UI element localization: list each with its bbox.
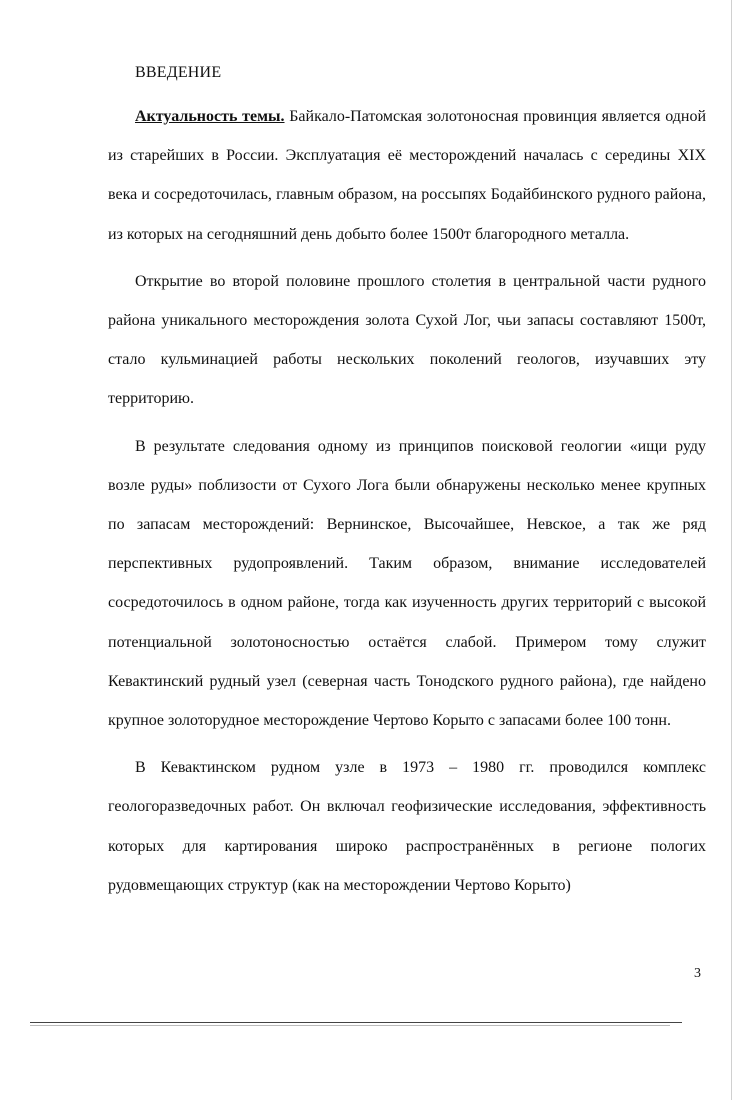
paragraph-kevakta-works: В Кевактинском рудном узле в 1973 – 1980 гг. проводился комплекс геологоразведочных работ. Он включал геофизические исследования, эффективность которых для картирования широко распространённых в регионе пологих рудовмещающих структур (как на месторождении Чертово Корыто)	[108, 759, 706, 894]
bottom-scan-line	[30, 1022, 682, 1023]
bottom-scan-line-secondary	[30, 1025, 670, 1026]
paragraph-text-relevance: Байкало-Патомская золотоносная провинция является одной из старейших в России. Эксплуатация её месторождений началась с середины XIX века и сосредоточилась, главным образом, на россыпях Бодайбинского рудного района, из которых на сегодняшний день добыто более 1500т благородного металла.	[108, 108, 707, 243]
right-scan-edge	[731, 0, 732, 1100]
section-heading: ВВЕДЕНИЕ	[135, 64, 222, 81]
paragraph-relevance	[108, 97, 706, 254]
body-text	[108, 97, 706, 913]
paragraph-lead-relevance: Актуальность темы.	[135, 108, 285, 125]
paragraph-discovery: Открытие во второй половине прошлого столетия в центральной части рудного района уникального месторождения золота Сухой Лог, чьи запасы составляют 1500т, стало кульминацией работы нескольких поколений геологов, изучавших эту территорию.	[108, 272, 706, 408]
paragraph-search-principle: В результате следования одному из принципов поисковой геологии «ищи руду возле руды» поблизости от Сухого Лога были обнаружены несколько менее крупных по запасам месторождений: Вернинское, Высочайшее, Невское, а так же ряд перспективных рудопроявлений. Таким образом, внимание исследователей сосредоточилось в одном районе, тогда как изученность других территорий с высокой потенциальной золотоносностью остаётся слабой. Примером тому служит Кевактинский рудный узел (северная часть Тонодского рудного района), где найдено крупное золоторудное месторождение Чертово Корыто с запасами более 100 тонн.	[108, 437, 706, 730]
page-number: 3	[694, 966, 701, 981]
